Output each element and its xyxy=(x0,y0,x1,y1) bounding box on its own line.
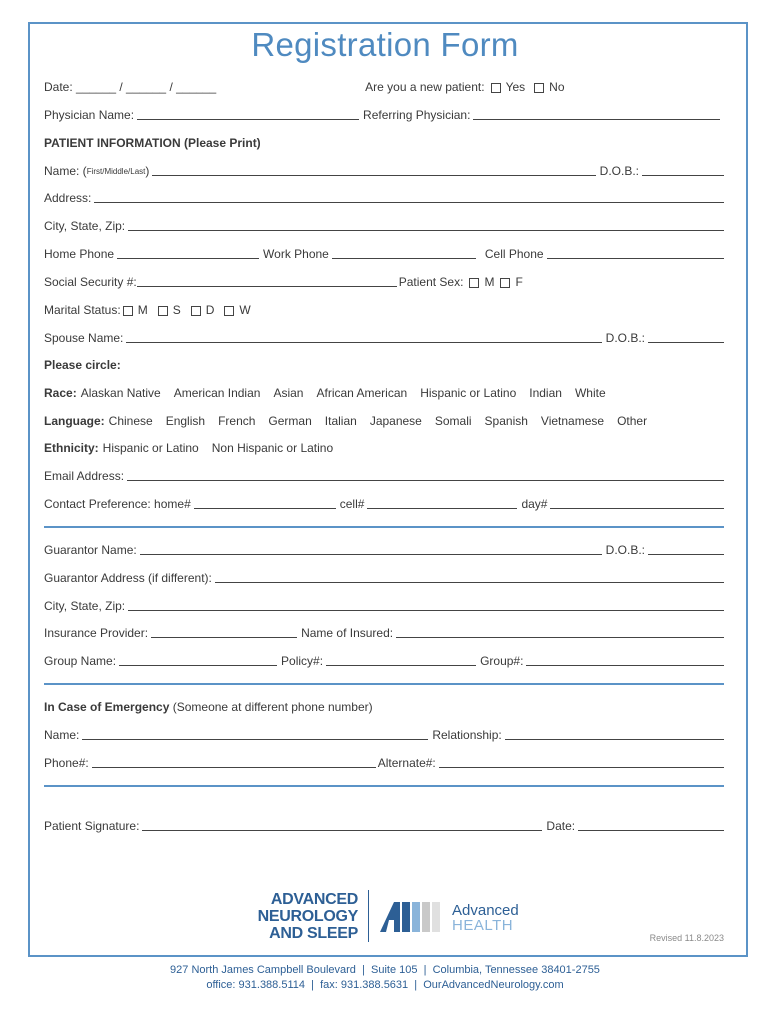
address-row xyxy=(44,187,724,205)
marital-s-label: S xyxy=(172,303,181,317)
work-phone-field[interactable] xyxy=(332,258,476,259)
guarantor-address-row xyxy=(44,567,724,585)
section-divider xyxy=(44,526,724,528)
cell-phone-field[interactable] xyxy=(547,258,724,259)
guarantor-city-label: City, State, Zip: xyxy=(44,599,126,613)
sex-f-checkbox[interactable] xyxy=(500,278,510,288)
signature-label: Patient Signature: xyxy=(44,819,140,833)
cell-phone-label: Cell Phone xyxy=(484,247,544,261)
please-circle-text: Please circle: xyxy=(44,358,121,372)
group-number-field[interactable] xyxy=(526,665,724,666)
marital-label: Marital Status: xyxy=(44,303,121,317)
emergency-phone-row xyxy=(44,752,724,770)
ethnicity-label: Ethnicity: xyxy=(44,441,99,455)
section-divider xyxy=(44,683,724,685)
referring-physician-label: Referring Physician: xyxy=(363,108,471,122)
city-label: City, State, Zip: xyxy=(44,219,126,233)
emergency-heading xyxy=(44,696,724,714)
race-option[interactable]: Asian xyxy=(273,386,304,400)
phone-row xyxy=(44,243,724,261)
advanced-health-icon xyxy=(380,902,442,932)
group-number-label: Group#: xyxy=(480,654,524,668)
sex-m-checkbox[interactable] xyxy=(469,278,479,288)
advanced-neurology-logo xyxy=(240,891,358,942)
contact-cell-label: cell# xyxy=(339,497,365,511)
contact-day-label: day# xyxy=(521,497,548,511)
footer-line-contact: office: 931.388.5114 | fax: 931.388.5631 | OurAdvancedNeurology.com xyxy=(206,979,564,991)
spouse-field[interactable] xyxy=(126,342,601,343)
ethnicity-option[interactable]: Non Hispanic or Latino xyxy=(211,441,334,455)
emergency-phone-field[interactable] xyxy=(92,767,376,768)
physician-row xyxy=(44,104,724,122)
ssn-field[interactable] xyxy=(137,286,397,287)
policy-field[interactable] xyxy=(326,665,476,666)
no-label: No xyxy=(549,80,565,94)
insurance-row xyxy=(44,622,724,640)
signature-row xyxy=(44,815,724,833)
spouse-dob-field[interactable] xyxy=(648,342,724,343)
language-option[interactable]: Italian xyxy=(324,414,357,428)
insurance-provider-label: Insurance Provider: xyxy=(44,626,149,640)
emergency-name-field[interactable] xyxy=(82,739,428,740)
advanced-health-logo xyxy=(452,903,519,933)
date-field[interactable]: Date: ______ / ______ / ______ xyxy=(44,80,217,94)
city-field[interactable] xyxy=(128,230,724,231)
emergency-phone-label: Phone#: xyxy=(44,756,89,770)
contact-day-field[interactable] xyxy=(550,508,724,509)
guarantor-dob-field[interactable] xyxy=(648,554,724,555)
patient-info-heading-text: PATIENT INFORMATION (Please Print) xyxy=(44,136,261,150)
signature-date-label: Date: xyxy=(546,819,576,833)
language-row xyxy=(44,410,724,428)
group-name-label: Group Name: xyxy=(44,654,117,668)
logo-line: ADVANCED xyxy=(270,891,358,908)
name-of-insured-field[interactable] xyxy=(396,637,724,638)
policy-label: Policy#: xyxy=(281,654,324,668)
referring-physician-field[interactable] xyxy=(473,119,720,120)
language-option[interactable]: Vietnamese xyxy=(540,414,605,428)
alternate-field[interactable] xyxy=(439,767,724,768)
ssn-row xyxy=(44,271,724,289)
name-row xyxy=(44,160,724,178)
emergency-name-label: Name: xyxy=(44,728,80,742)
new-patient-label: Are you a new patient: xyxy=(365,80,485,94)
revision-date: Revised 11.8.2023 xyxy=(649,933,724,943)
race-option[interactable]: White xyxy=(574,386,606,400)
logo-line: NEUROLOGY xyxy=(257,908,358,925)
sex-m-label: M xyxy=(484,275,495,289)
marital-w-checkbox[interactable] xyxy=(224,306,234,316)
insurance-provider-field[interactable] xyxy=(151,637,297,638)
logo-line: Advanced xyxy=(452,902,519,919)
guarantor-name-field[interactable] xyxy=(140,554,602,555)
dob-label: D.O.B.: xyxy=(599,164,639,178)
home-phone-field[interactable] xyxy=(117,258,259,259)
contact-row xyxy=(44,493,724,511)
language-option[interactable]: Japanese xyxy=(369,414,422,428)
sex-f-label: F xyxy=(515,275,523,289)
form-title: Registration Form xyxy=(251,26,519,63)
spouse-label: Spouse Name: xyxy=(44,331,124,345)
footer-line-address: 927 North James Campbell Boulevard | Suite 105 | Columbia, Tennessee 38401-2755 xyxy=(170,964,600,976)
address-label: Address: xyxy=(44,191,92,205)
spouse-row xyxy=(44,327,724,345)
please-circle-heading xyxy=(44,354,724,372)
guarantor-name-label: Guarantor Name: xyxy=(44,543,137,557)
guarantor-address-label: Guarantor Address (if different): xyxy=(44,571,212,585)
emergency-heading-bold: In Case of Emergency xyxy=(44,700,170,714)
race-option[interactable]: Hispanic or Latino xyxy=(420,386,517,400)
contact-home-label: Contact Preference: home# xyxy=(44,497,191,511)
contact-home-field[interactable] xyxy=(194,508,336,509)
relationship-label: Relationship: xyxy=(432,728,502,742)
group-row xyxy=(44,650,724,668)
language-option[interactable]: Somali xyxy=(434,414,472,428)
signature-field[interactable] xyxy=(142,830,542,831)
marital-m-checkbox[interactable] xyxy=(123,306,133,316)
guarantor-address-field[interactable] xyxy=(215,582,724,583)
date-row xyxy=(44,76,724,94)
patient-info-heading xyxy=(44,132,724,150)
language-option[interactable]: French xyxy=(218,414,256,428)
race-row xyxy=(44,382,724,400)
email-label: Email Address: xyxy=(44,469,125,483)
emergency-name-row xyxy=(44,724,724,742)
dob-field[interactable] xyxy=(642,175,724,176)
language-option[interactable]: Other xyxy=(617,414,648,428)
name-hint: First/Middle/Last xyxy=(86,167,146,176)
physician-name-field[interactable] xyxy=(137,119,359,120)
language-option[interactable]: English xyxy=(165,414,206,428)
logo-line: HEALTH xyxy=(452,917,514,934)
race-option[interactable]: Alaskan Native xyxy=(80,386,161,400)
relationship-field[interactable] xyxy=(505,739,724,740)
guarantor-city-field[interactable] xyxy=(128,610,724,611)
marital-w-label: W xyxy=(239,303,251,317)
race-option[interactable]: Indian xyxy=(529,386,562,400)
name-label: Name: ( xyxy=(44,164,87,178)
logo-divider xyxy=(368,890,369,942)
name-field[interactable] xyxy=(152,175,595,176)
marital-row xyxy=(44,299,724,317)
yes-label: Yes xyxy=(505,80,526,94)
name-of-insured-label: Name of Insured: xyxy=(301,626,394,640)
ethnicity-option[interactable]: Hispanic or Latino xyxy=(102,441,199,455)
guarantor-dob-label: D.O.B.: xyxy=(605,543,645,557)
patient-sex-label: Patient Sex: xyxy=(398,275,464,289)
ethnicity-row xyxy=(44,437,724,455)
physician-name-label: Physician Name: xyxy=(44,108,135,122)
name-close: ) xyxy=(145,164,150,178)
logo-line: AND SLEEP xyxy=(269,925,358,942)
section-divider xyxy=(44,785,724,787)
language-option[interactable]: Chinese xyxy=(108,414,153,428)
guarantor-city-row xyxy=(44,595,724,613)
race-option[interactable]: American Indian xyxy=(173,386,261,400)
email-row xyxy=(44,465,724,483)
marital-d-label: D xyxy=(205,303,215,317)
language-label: Language: xyxy=(44,414,105,428)
guarantor-row xyxy=(44,539,724,557)
spouse-dob-label: D.O.B.: xyxy=(605,331,645,345)
new-patient-yes-checkbox[interactable] xyxy=(491,83,501,93)
new-patient-no-checkbox[interactable] xyxy=(534,83,544,93)
language-option[interactable]: Spanish xyxy=(484,414,528,428)
race-label: Race: xyxy=(44,386,77,400)
home-phone-label: Home Phone xyxy=(44,247,115,261)
group-name-field[interactable] xyxy=(119,665,277,666)
footer-address xyxy=(0,963,770,993)
email-field[interactable] xyxy=(127,480,724,481)
language-option[interactable]: German xyxy=(268,414,312,428)
alternate-label: Alternate#: xyxy=(377,756,436,770)
marital-m-label: M xyxy=(137,303,148,317)
contact-cell-field[interactable] xyxy=(367,508,517,509)
ssn-label: Social Security #: xyxy=(44,275,137,289)
race-option[interactable]: African American xyxy=(316,386,408,400)
work-phone-label: Work Phone xyxy=(263,247,329,261)
signature-date-field[interactable] xyxy=(578,830,724,831)
marital-d-checkbox[interactable] xyxy=(191,306,201,316)
emergency-heading-note: (Someone at different phone number) xyxy=(169,700,373,714)
city-row xyxy=(44,215,724,233)
address-field[interactable] xyxy=(94,202,724,203)
marital-s-checkbox[interactable] xyxy=(158,306,168,316)
